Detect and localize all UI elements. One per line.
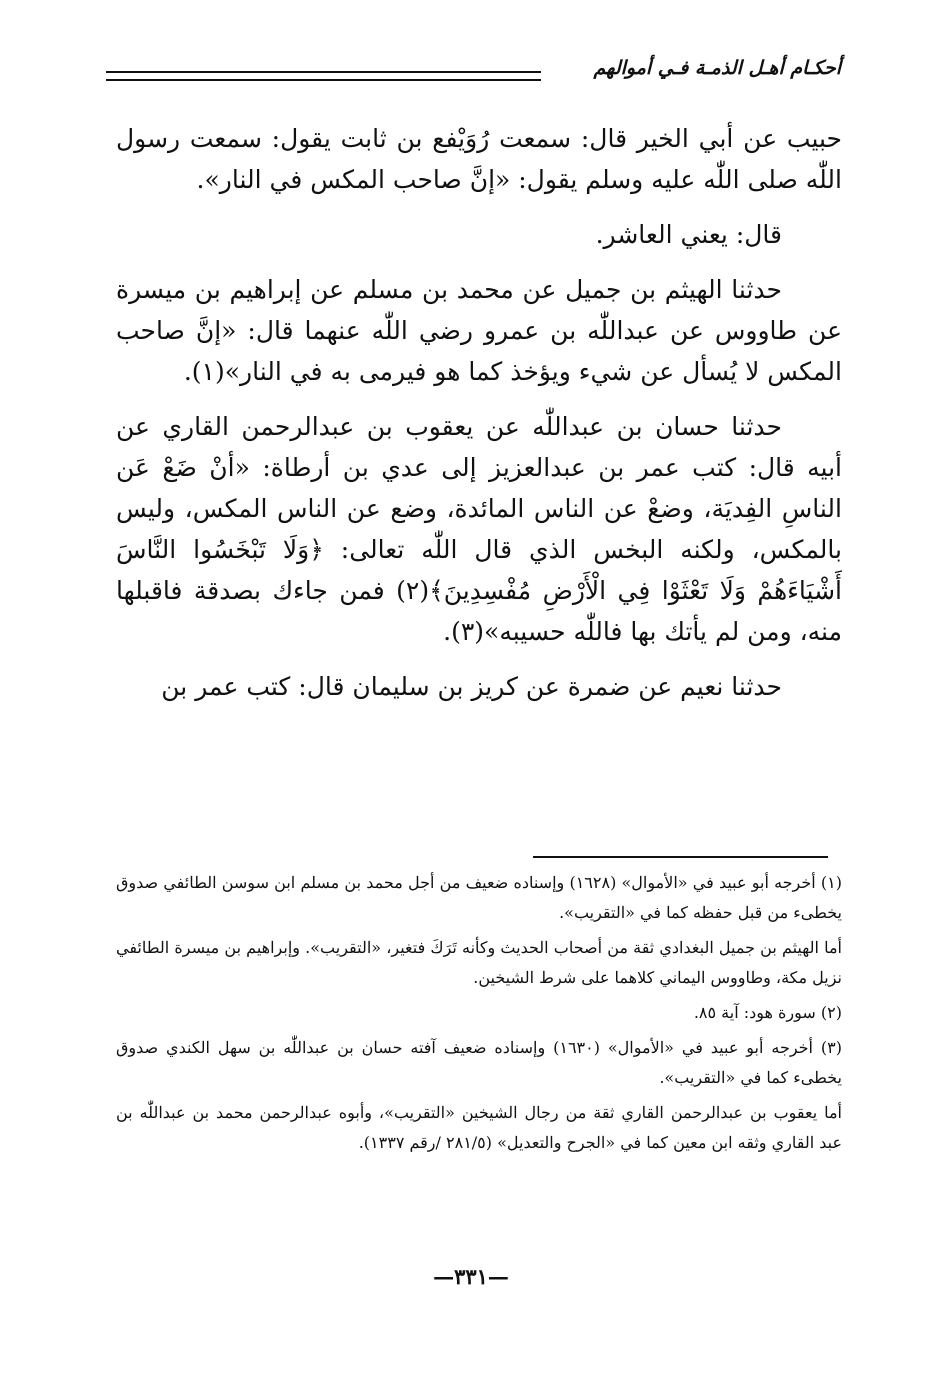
paragraph: حدثنا نعيم عن ضمرة عن كريز بن سليمان قال: كتب عمر بن bbox=[161, 672, 782, 701]
page-number: —٣٣١— bbox=[433, 1264, 509, 1289]
running-title: أحكـام أهـل الذمـة فـي أموالهم bbox=[593, 57, 841, 79]
header-double-rule bbox=[106, 71, 541, 81]
paragraph: حدثنا الهيثم بن جميل عن محمد بن مسلم عن إبراهيم بن ميسرة عن طاووس عن عبداللّٰه بن عمرو رضي اللّٰه عنهما قال: «إنَّ صاحب المكس لا يُسأل عن شيء ويؤخذ كما هو فيرمى به في النار»(١). bbox=[116, 275, 842, 386]
footnote-separator bbox=[533, 856, 828, 858]
paragraph: قال: يعني العاشر. bbox=[595, 220, 782, 249]
page-header bbox=[106, 55, 841, 95]
paragraph: حدثنا حسان بن عبداللّٰه عن يعقوب بن عبدالرحمن القاري عن أبيه قال: كتب عمر بن عبدالعزيز إلى عدي بن أرطاة: «أنْ ضَعْ عَن الناسِ الفِديَة، وضعْ عن الناس المائدة، وضع عن الناس المكس، وليس بالمكس، ولكنه البخس الذي قال اللّٰه تعالى: ﴿وَلَا تَبْخَسُوا النَّاسَ أَشْيَاءَهُمْ وَلَا تَعْثَوْا فِي الْأَرْضِ مُفْسِدِينَ﴾(٢) فمن جاءك بصدقة فاقبلها منه، ومن لم يأتك بها فاللّٰه حسيبه»(٣). bbox=[116, 412, 842, 646]
footnote: أما يعقوب بن عبدالرحمن القاري ثقة من رجال الشيخين «التقريب»، وأبوه عبدالرحمن محمد بن عبداللّٰه بن عبد القاري وثقه ابن معين كما في «الجرح والتعديل» (٢٨١/٥ /رقم ١٣٣٧). bbox=[116, 1103, 842, 1152]
main-text bbox=[116, 118, 842, 721]
footnotes bbox=[116, 868, 842, 1163]
footnote: (١) أخرجه أبو عبيد في «الأموال» (١٦٢٨) وإسناده ضعيف من أجل محمد بن مسلم ابن سوسن الطائفي صدوق يخطىء من قبل حفظه كما في «التقريب». bbox=[116, 873, 843, 922]
footnote: أما الهيثم بن جميل البغدادي ثقة من أصحاب الحديث وكأنه تَرَكَ فتغير، «التقريب». وإبراهيم بن ميسرة الطائفي نزيل مكة، وطاووس اليماني كلاهما على شرط الشيخين. bbox=[116, 938, 842, 987]
footnote: (٣) أخرجه أبو عبيد في «الأموال» (١٦٣٠) وإسناده ضعيف آفته حسان بن عبداللّٰه بن سهل الكندي صدوق يخطىء كما في «التقريب». bbox=[116, 1038, 843, 1087]
footnote: (٢) سورة هود: آية ٨٥. bbox=[693, 1003, 842, 1022]
paragraph: حبيب عن أبي الخير قال: سمعت رُوَيْفع بن ثابت يقول: سمعت رسول اللّٰه صلى اللّٰه عليه وسلم يقول: «إنَّ صاحب المكس في النار». bbox=[116, 124, 842, 194]
